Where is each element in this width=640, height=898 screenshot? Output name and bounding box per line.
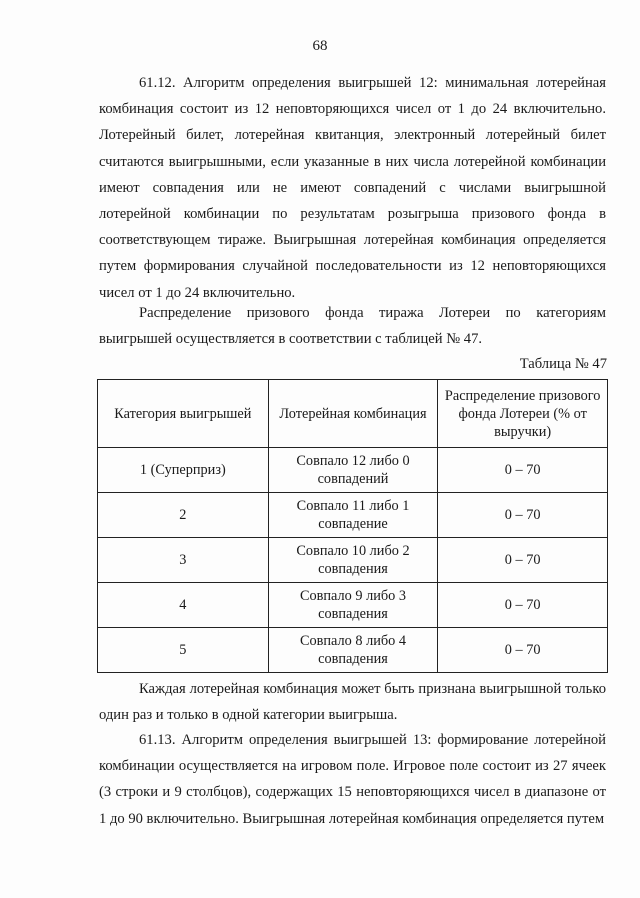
table-row: [98, 628, 608, 673]
cell-distribution: 0 – 70: [438, 493, 608, 538]
table-row: [98, 493, 608, 538]
cell-distribution: 0 – 70: [438, 448, 608, 493]
paragraph-61-12: 61.12. Алгоритм определения выигрышей 12: минимальная лотерейная комбинация состоит из 12 неповторяющихся чисел от 1 до 24 включительно. Лотерейный билет, лотерейная квитанция, электронный лотерейный билет считаются выигрышными, если указанные в них числа лотерейной комбинации имеют совпадения или не имеют совпадений с числами выигрышной лотерейной комбинации по результатам розыгрыша призового фонда в соответствующем тираже. Выигрышная лотерейная комбинация определяется путем формирования случайной последовательности из 12 неповторяющихся чисел от 1 до 24 включительно.: [99, 75, 606, 301]
header-combination: Лотерейная комбинация: [268, 380, 438, 448]
cell-category: 4: [98, 583, 269, 628]
cell-distribution: 0 – 70: [438, 538, 608, 583]
paragraph-distribution-intro: Распределение призового фонда тиража Лотереи по категориям выигрышей осуществляется в соответствии с таблицей № 47.: [99, 305, 606, 348]
cell-combination: Совпало 8 либо 4 совпадения: [268, 628, 438, 673]
cell-combination: Совпало 10 либо 2 совпадения: [268, 538, 438, 583]
table-caption: Таблица № 47: [519, 356, 607, 372]
cell-distribution: 0 – 70: [438, 628, 608, 673]
table-row: [98, 448, 608, 493]
table-header-row: [98, 380, 608, 448]
cell-combination: Совпало 12 либо 0 совпадений: [268, 448, 438, 493]
header-category: Категория выигрышей: [98, 380, 269, 448]
page-number: 68: [312, 38, 328, 54]
prize-distribution-table: [97, 379, 608, 673]
cell-category: 3: [98, 538, 269, 583]
cell-distribution: 0 – 70: [438, 583, 608, 628]
cell-category: 5: [98, 628, 269, 673]
table-row: [98, 583, 608, 628]
header-distribution: Распределение призового фонда Лотереи (% от выручки): [438, 380, 608, 448]
table-row: [98, 538, 608, 583]
cell-combination: Совпало 9 либо 3 совпадения: [268, 583, 438, 628]
cell-category: 2: [98, 493, 269, 538]
paragraph-single-win-rule: Каждая лотерейная комбинация может быть признана выигрышной только один раз и только в одной категории выигрыша.: [99, 681, 606, 724]
cell-category: 1 (Суперприз): [98, 448, 269, 493]
paragraph-61-13: 61.13. Алгоритм определения выигрышей 13: формирование лотерейной комбинации осуществляется на игровом поле. Игровое поле состоит из 27 ячеек (3 строки и 9 столбцов), содержащих 15 неповторяющихся чисел в диапазоне от 1 до 90 включительно. Выигрышная лотерейная комбинация определяется путем: [99, 732, 606, 827]
cell-combination: Совпало 11 либо 1 совпадение: [268, 493, 438, 538]
